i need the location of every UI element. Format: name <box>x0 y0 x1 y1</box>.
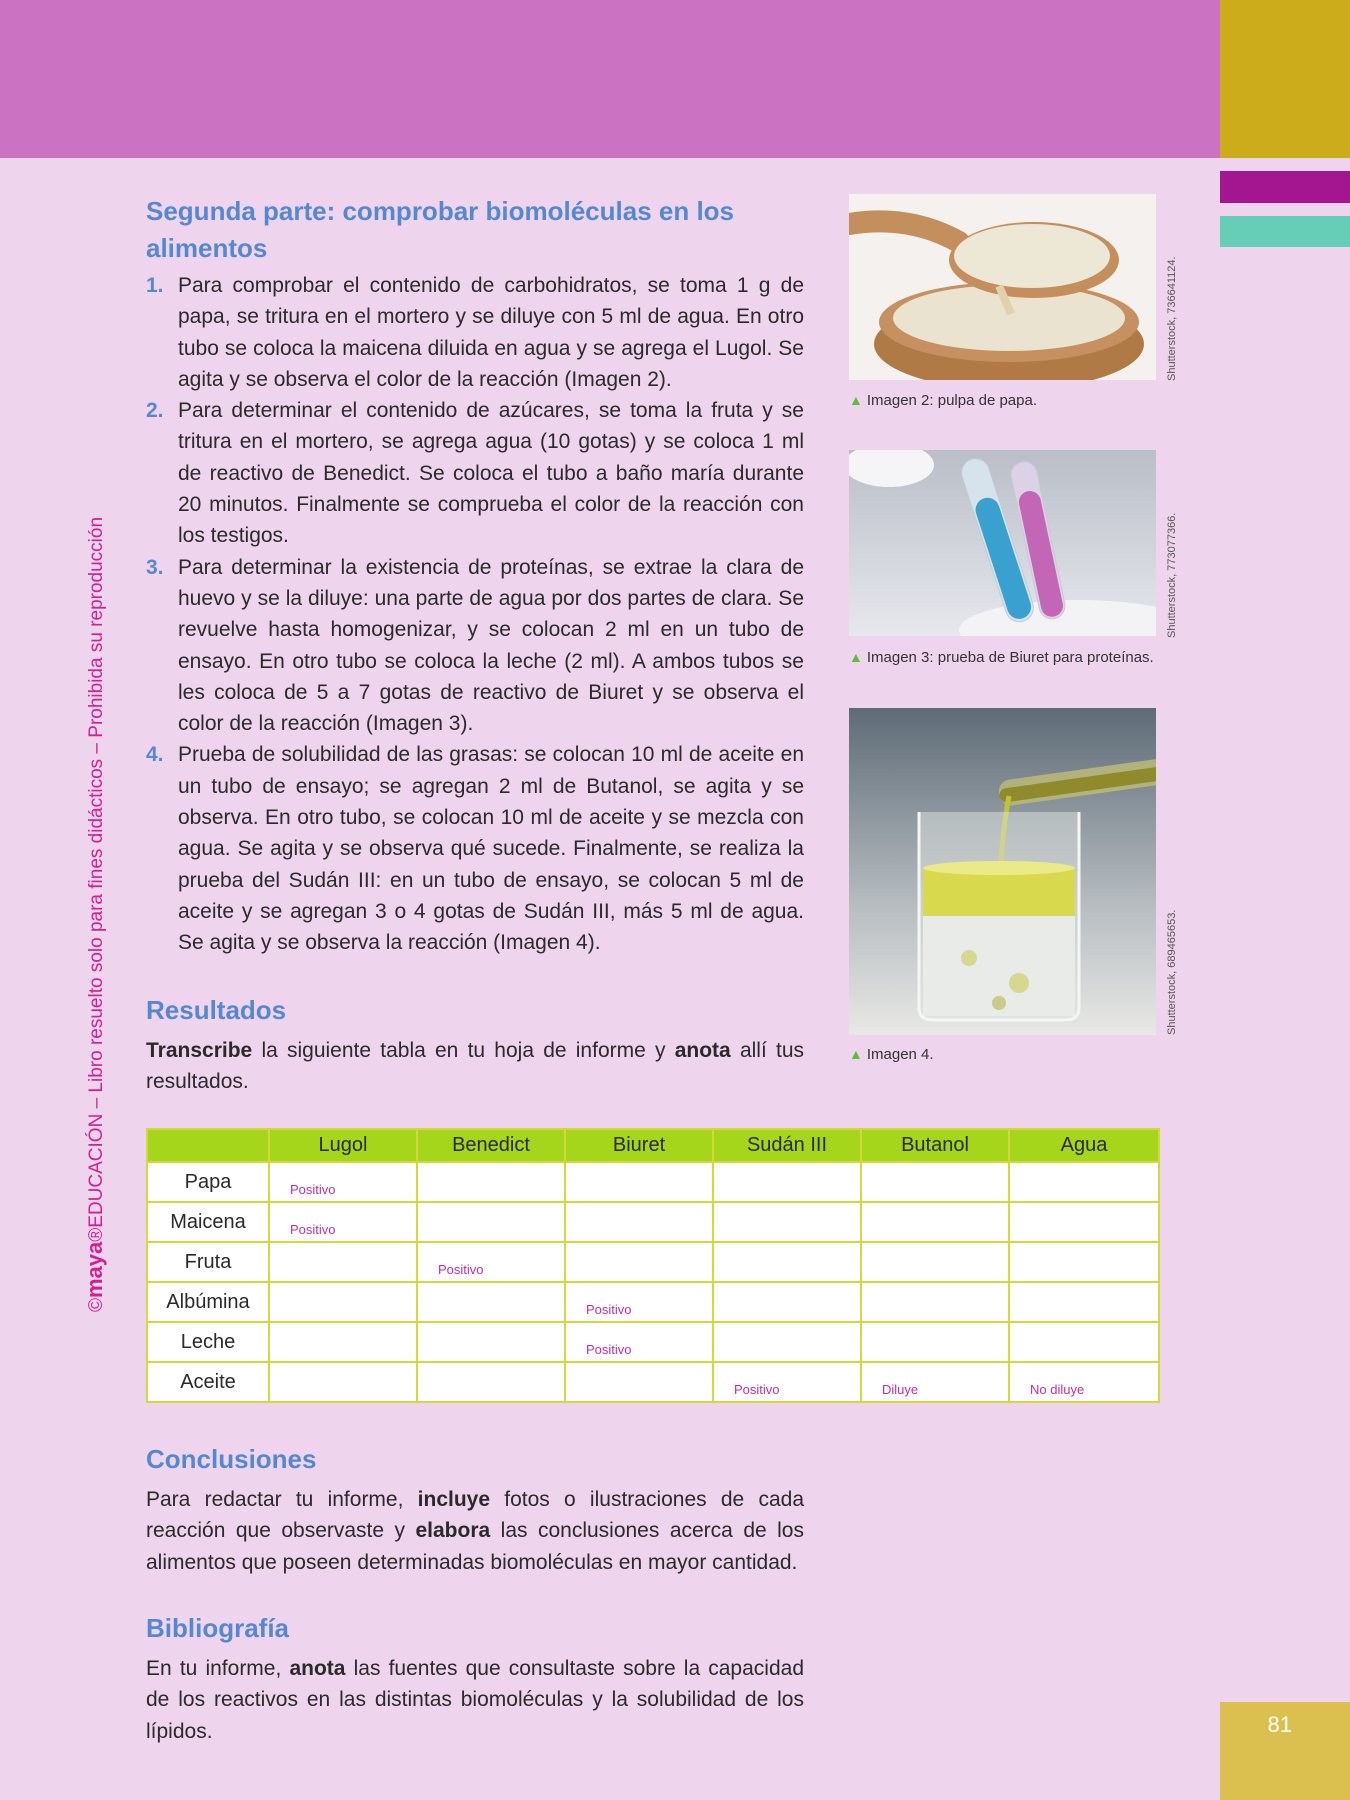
column-header: Biuret <box>565 1129 713 1162</box>
image-3-credit: Shutterstock, 773077366. <box>1166 512 1178 638</box>
results-table <box>146 1128 1160 1403</box>
step-text: Para determinar el contenido de azúcares, se toma la fruta y se tritura en el mortero, se agrega agua (10 gotas) y se coloca 1 ml de reactivo de Benedict. Se coloca el tubo a baño maría durante 20 minutos. Finalmente se comprueba el color de la reacción con los testigos. <box>178 399 804 548</box>
column-header <box>147 1129 269 1162</box>
table-cell: Positivo <box>565 1282 713 1322</box>
triangle-icon: ▲ <box>849 392 863 408</box>
table-row <box>147 1282 1159 1322</box>
table-cell <box>861 1322 1009 1362</box>
table-cell <box>1009 1242 1159 1282</box>
image-2-caption: ▲ Imagen 2: pulpa de papa. <box>849 392 1037 409</box>
step-number: 1. <box>146 274 164 297</box>
table-cell <box>565 1242 713 1282</box>
image-2-credit: Shutterstock, 736641124. <box>1166 256 1178 381</box>
column-header: Sudán III <box>713 1129 861 1162</box>
table-row <box>147 1202 1159 1242</box>
table-cell <box>565 1162 713 1202</box>
results-title: Resultados <box>146 995 287 1025</box>
step-number: 4. <box>146 743 164 767</box>
row-label: Leche <box>147 1322 269 1362</box>
table-cell <box>713 1162 861 1202</box>
table-cell <box>1009 1282 1159 1322</box>
step-text: Para comprobar el contenido de carbohidratos, se toma 1 g de papa, se tritura en el mortero y se diluye con 5 ml de agua. En otro tubo se coloca la maicena diluida en agua y se agrega el Lugol. Se agita y se observa el color de la reacción (Imagen 2). <box>178 274 804 391</box>
table-cell: Positivo <box>565 1322 713 1362</box>
section-title: Segunda parte: comprobar biomoléculas en los alimentos <box>146 196 735 263</box>
bibliography-text: En tu informe, anota las fuentes que consultaste sobre la capacidad de los reactivos en las distintas biomoléculas y la solubilidad de los lípidos. <box>146 1657 804 1743</box>
conclusions-title: Conclusiones <box>146 1444 317 1474</box>
column-header: Agua <box>1009 1129 1159 1162</box>
table-cell <box>861 1202 1009 1242</box>
procedure-steps <box>146 270 804 959</box>
side-copyright <box>82 482 108 1312</box>
table-cell: Positivo <box>417 1242 565 1282</box>
table-cell <box>417 1202 565 1242</box>
table-cell <box>269 1282 417 1322</box>
page-number: 81 <box>1267 1712 1292 1737</box>
row-label: Albúmina <box>147 1282 269 1322</box>
potato-pulp-photo <box>849 194 1156 380</box>
image-3-caption: ▲ Imagen 3: prueba de Biuret para proteínas. <box>849 649 1154 666</box>
oil-beaker-photo <box>849 708 1156 1035</box>
table-row <box>147 1322 1159 1362</box>
table-cell: Positivo <box>269 1202 417 1242</box>
section-tab-teal <box>1220 216 1350 247</box>
step-text: Prueba de solubilidad de las grasas: se colocan 10 ml de aceite en un tubo de ensayo; se agregan 2 ml de Butanol, se agita y se observa. En otro tubo, se colocan 10 ml de aceite y se mezcla con agua. Se agita y se observa qué sucede. Finalmente, se realiza la prueba del Sudán III: en un tubo de ensayo, se colocan 5 ml de aceite y se agregan 3 o 4 gotas de Sudán III, más 5 ml de agua. Se agita y se observa la reacción (Imagen 4). <box>178 743 804 955</box>
bibliography-title: Bibliografía <box>146 1613 290 1643</box>
table-row <box>147 1242 1159 1282</box>
table-cell <box>713 1242 861 1282</box>
table-row <box>147 1162 1159 1202</box>
table-cell <box>565 1362 713 1402</box>
table-cell <box>1009 1202 1159 1242</box>
row-label: Papa <box>147 1162 269 1202</box>
table-cell: Positivo <box>269 1162 417 1202</box>
table-cell <box>269 1322 417 1362</box>
top-band <box>0 0 1220 158</box>
table-cell <box>269 1242 417 1282</box>
table-cell <box>713 1282 861 1322</box>
step-item <box>146 552 804 740</box>
copyright-symbol: © <box>86 1298 107 1312</box>
biuret-test-photo <box>849 450 1156 636</box>
image-4-credit: Shutterstock, 689465653. <box>1166 909 1178 1035</box>
table-cell <box>1009 1322 1159 1362</box>
table-cell <box>1009 1162 1159 1202</box>
section-tab-magenta <box>1220 171 1350 203</box>
table-cell <box>713 1322 861 1362</box>
table-header-row <box>147 1129 1159 1162</box>
copyright-text: ®EDUCACIÓN – Libro resuelto solo para fines didácticos – Prohibida su reproducción <box>86 516 107 1242</box>
table-cell: Positivo <box>713 1362 861 1402</box>
table-cell <box>269 1362 417 1402</box>
row-label: Fruta <box>147 1242 269 1282</box>
row-label: Aceite <box>147 1362 269 1402</box>
results-intro: Transcribe la siguiente tabla en tu hoja de informe y anota allí tus resultados. <box>146 1039 805 1094</box>
brand-logo-text: maya <box>82 1241 107 1298</box>
table-cell <box>417 1322 565 1362</box>
table-cell <box>713 1202 861 1242</box>
triangle-icon: ▲ <box>849 1046 863 1062</box>
table-cell <box>417 1362 565 1402</box>
table-row <box>147 1362 1159 1402</box>
top-corner-block <box>1220 0 1350 158</box>
table-cell: No diluye <box>1009 1362 1159 1402</box>
column-header: Benedict <box>417 1129 565 1162</box>
step-number: 2. <box>146 399 164 423</box>
column-header: Lugol <box>269 1129 417 1162</box>
step-item <box>146 739 804 958</box>
table-cell <box>417 1162 565 1202</box>
conclusions-text: Para redactar tu informe, incluye fotos o ilustraciones de cada reacción que observaste y elabora las conclusiones acerca de los alimentos que poseen determinadas biomoléculas en mayor cantidad. <box>146 1488 804 1574</box>
table-cell <box>417 1282 565 1322</box>
table-cell: Diluye <box>861 1362 1009 1402</box>
table-cell <box>861 1242 1009 1282</box>
step-item <box>146 270 804 395</box>
step-number: 3. <box>146 555 164 579</box>
table-cell <box>565 1202 713 1242</box>
step-item <box>146 395 804 551</box>
column-header: Butanol <box>861 1129 1009 1162</box>
table-cell <box>861 1162 1009 1202</box>
image-4-caption: ▲ Imagen 4. <box>849 1046 934 1063</box>
step-text: Para determinar la existencia de proteínas, se extrae la clara de huevo y se la diluye: una parte de agua por dos partes de clara. Se revuelve hasta homogenizar, y se colocan 2 ml en un tubo de ensayo. En otro tubo se coloca la leche (2 ml). A ambos tubos se les coloca de 5 a 7 gotas de reactivo de Biuret y se observa el color de la reacción (Imagen 3). <box>178 555 804 736</box>
table-cell <box>861 1282 1009 1322</box>
triangle-icon: ▲ <box>849 649 863 665</box>
row-label: Maicena <box>147 1202 269 1242</box>
